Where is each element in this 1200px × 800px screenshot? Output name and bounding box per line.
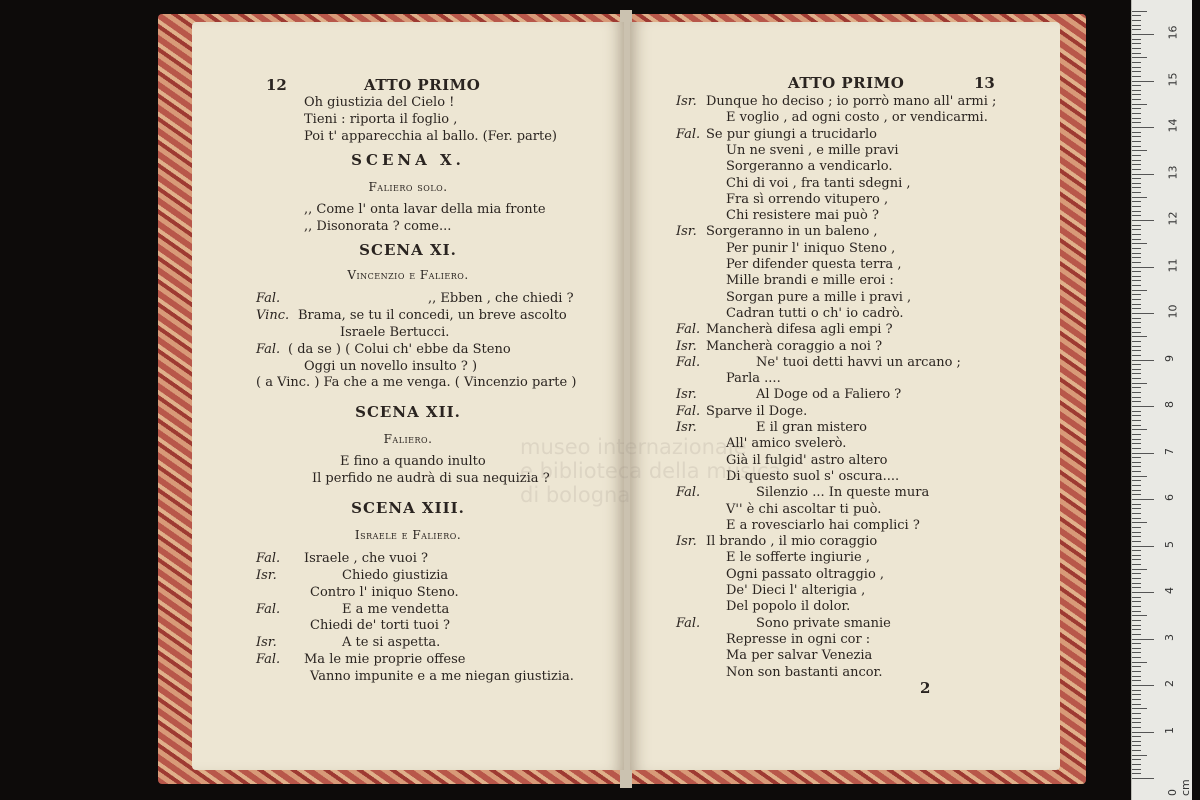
ruler-tick [1132,583,1141,584]
ruler-tick [1132,248,1141,249]
verse-line: Dunque ho deciso ; io porrò mano all' armi ; [706,94,997,109]
ruler-tick [1132,713,1141,714]
ruler-tick [1132,141,1141,142]
verse-line: Israele Bertucci. [340,325,450,340]
ruler-number: 8 [1163,401,1176,408]
ruler-tick [1132,336,1147,337]
ruler-number: 9 [1163,354,1176,362]
ruler-tick [1132,397,1141,398]
ruler-tick [1132,118,1141,119]
verse-line: Cadran tutti o ch' io cadrò. [726,306,904,321]
ruler-tick [1132,541,1141,542]
verse-line: ( da se ) ( Colui ch' ebbe da Steno [288,342,511,357]
ruler-tick [1132,94,1141,95]
ruler-tick [1132,62,1141,63]
ruler-tick [1132,29,1141,30]
ruler-tick [1132,471,1141,472]
ruler-number: 13 [1166,165,1180,179]
verse-line: Brama, se tu il concedi, un breve ascolto [298,308,567,323]
verse-line: Per punir l' iniquo Steno , [726,241,896,256]
ruler-tick [1132,615,1147,616]
ruler-tick [1132,243,1147,244]
speaker: Fal. [676,355,701,370]
ruler-tick [1132,304,1141,305]
ruler-number: 1 [1163,726,1176,734]
speaker: Fal. [256,551,281,566]
verse-line: A te si aspetta. [342,635,441,650]
verse-line: Tieni : riporta il foglio , [304,112,458,127]
ruler-tick [1132,601,1141,602]
speaker: Fal. [256,342,281,357]
verse-line: Chiedi de' torti tuoi ? [310,618,450,633]
ruler-tick [1132,527,1141,528]
ruler-tick [1132,769,1141,770]
verse-line: Per difender questa terra , [726,257,902,272]
ruler-tick [1132,662,1147,663]
speaker: Isr. [676,420,697,435]
speaker: Isr. [676,94,697,109]
ruler-tick [1132,234,1141,235]
ruler-tick [1132,201,1141,202]
ruler-tick [1132,57,1147,58]
ruler-tick [1132,11,1147,12]
watermark [520,435,781,507]
ruler-tick [1132,485,1141,486]
ruler-tick [1132,178,1141,179]
ruler-tick [1132,346,1141,347]
ruler-tick [1132,71,1141,72]
verse-line: Ogni passato oltraggio , [726,567,885,582]
left-page [192,22,624,770]
verse-line: Ma le mie proprie offese [304,652,466,667]
ruler-tick [1132,685,1154,686]
verse-line: Vanno impunite e a me niegan giustizia. [310,669,574,684]
ruler-tick [1132,280,1141,281]
ruler-tick [1132,652,1141,653]
verse-line: Chi di voi , fra tanti sdegni , [726,176,911,191]
ruler-tick [1132,211,1141,212]
ruler-tick [1132,392,1141,393]
signature-mark: 2 [920,679,931,697]
ruler-tick [1132,76,1141,77]
ruler-tick [1132,597,1141,598]
ruler-tick [1132,122,1141,123]
verse-line: E le sofferte ingiurie , [726,550,871,565]
ruler-number: 2 [1163,680,1176,687]
ruler-number: 0 cm [1166,779,1192,796]
ruler-tick [1132,267,1154,268]
ruler-number: 4 [1163,587,1176,594]
ruler-tick [1132,508,1141,509]
speaker: Isr. [676,339,697,354]
ruler-tick [1132,332,1141,333]
ruler-tick [1132,164,1141,165]
speaker: Fal. [256,291,281,306]
ruler-tick [1132,67,1141,68]
ruler-tick [1132,759,1141,760]
ruler-tick [1132,606,1141,607]
ruler-tick [1132,271,1141,272]
speaker: Isr. [676,534,697,549]
ruler-tick [1132,383,1147,384]
speaker: Fal. [256,652,281,667]
ruler-tick [1132,745,1141,746]
ruler-tick [1132,536,1141,537]
verse-line: Mancherà coraggio a noi ? [706,339,883,354]
ruler-tick [1132,722,1141,723]
ruler-tick [1132,587,1141,588]
ruler-tick [1132,643,1141,644]
verse-line: Il perfido ne audrà di sua nequizia ? [312,471,550,486]
ruler-tick [1132,573,1141,574]
ruler-tick [1132,504,1141,505]
ruler-tick [1132,694,1141,695]
ruler-tick [1132,592,1154,593]
ruler-tick [1132,680,1141,681]
ruler-number: 11 [1166,258,1180,272]
verse-line: Sono private smanie [756,616,891,631]
verse-line: Mancherà difesa agli empi ? [706,322,893,337]
verse-line: ,, Ebben , che chiedi ? [428,291,574,306]
ruler-tick [1132,229,1141,230]
ruler-tick [1132,99,1141,100]
ruler-tick [1132,676,1141,677]
ruler-tick [1132,34,1154,35]
ruler-tick [1132,406,1154,407]
ruler-tick [1132,634,1141,635]
verse-line: Se pur giungi a trucidarlo [706,127,878,142]
ruler-tick [1132,39,1141,40]
ruler-tick [1132,453,1154,454]
running-head: ATTO PRIMO [364,76,481,94]
verse-line: ,, Disonorata ? come... [304,219,452,234]
ruler-tick [1132,415,1141,416]
verse-line: Di questo suol s' oscura.... [726,469,900,484]
ruler-tick [1132,750,1141,751]
ruler-tick [1132,318,1141,319]
verse-line: Un ne sveni , e mille pravi [726,143,899,158]
ruler-tick [1132,90,1141,91]
ruler-tick [1132,532,1141,533]
ruler-tick [1132,611,1141,612]
ruler-tick [1132,155,1141,156]
verse-line: De' Dieci l' alterigia , [726,583,866,598]
watermark-line: e biblioteca della musica [520,459,782,483]
scene-heading: SCENA X. [351,151,465,169]
ruler-number: 3 [1163,633,1176,641]
ruler-tick [1132,578,1141,579]
ruler-tick [1132,550,1141,551]
verse-line: Sorgan pure a mille i pravi , [726,290,912,305]
ruler-tick [1132,546,1154,547]
verse-line: ( a Vinc. ) Fa che a me venga. ( Vincenzio parte ) [256,375,577,390]
ruler-tick [1132,671,1141,672]
verse-line: Sorgeranno in un baleno , [706,224,878,239]
ruler-tick [1132,499,1154,500]
ruler-tick [1132,104,1147,105]
ruler-tick [1132,411,1141,412]
verse-line: V'' è chi ascoltar ti può. [726,502,882,517]
verse-line: ,, Come l' onta lavar della mia fronte [304,202,546,217]
verse-line: Il brando , il mio coraggio [706,534,878,549]
ruler-tick [1132,513,1141,514]
ruler-number: 10 [1166,304,1180,319]
watermark-line: museo internazionale [520,435,747,459]
speaker: Fal. [676,616,701,631]
speaker: Fal. [676,127,701,142]
character-list: Vincenzio e Faliero. [347,268,469,282]
ruler-tick [1132,187,1141,188]
ruler-tick [1132,727,1141,728]
ruler-tick [1132,183,1141,184]
ruler-tick [1132,666,1141,667]
ruler-tick [1132,308,1141,309]
ruler-tick [1132,53,1141,54]
ruler-tick [1132,294,1141,295]
ruler-tick [1132,373,1141,374]
verse-line: Non son bastanti ancor. [726,665,883,680]
ruler-number: 12 [1166,211,1180,226]
verse-line: Già il fulgid' astro altero [726,453,888,468]
ruler-tick [1132,741,1141,742]
ruler-number: 16 [1166,25,1180,40]
ruler-tick [1132,559,1141,560]
ruler-tick [1132,699,1141,700]
ruler-tick [1132,25,1141,26]
ruler-tick [1132,364,1141,365]
ruler-tick [1132,43,1141,44]
ruler-tick [1132,48,1141,49]
ruler-tick [1132,197,1147,198]
ruler-tick [1132,299,1141,300]
verse-line: Contro l' iniquo Steno. [310,585,459,600]
ruler-tick [1132,648,1141,649]
ruler-tick [1132,764,1141,765]
measuring-ruler [1131,0,1192,800]
verse-line: Del popolo il dolor. [726,599,851,614]
verse-line: Silenzio ... In queste mura [756,485,930,500]
ruler-tick [1132,215,1141,216]
ruler-tick [1132,360,1154,361]
ruler-tick [1132,457,1141,458]
ruler-tick [1132,327,1141,328]
ruler-tick [1132,160,1141,161]
verse-line: E voglio , ad ogni costo , or vendicarmi. [726,110,988,125]
verse-line: Sorgeranno a vendicarlo. [726,159,893,174]
ruler-tick [1132,322,1141,323]
ruler-number: 7 [1163,447,1176,455]
ruler-tick [1132,136,1141,137]
ruler-tick [1132,704,1141,705]
character-list: Faliero solo. [368,180,448,194]
ruler-tick [1132,625,1141,626]
ruler-tick [1132,569,1147,570]
ruler-tick [1132,108,1141,109]
page-number: 12 [266,76,287,94]
ruler-tick [1132,476,1147,477]
ruler-tick [1132,778,1154,779]
speaker: Fal. [256,602,281,617]
ruler-tick [1132,387,1141,388]
character-list: Faliero. [383,432,433,446]
ruler-tick [1132,518,1141,519]
ruler-tick [1132,313,1154,314]
ruler-tick [1132,253,1141,254]
ruler-tick [1132,220,1154,221]
ruler-number: 15 [1166,72,1180,86]
verse-line: Poi t' apparecchia al ballo. (Fer. parte) [304,129,557,144]
verse-line: Al Doge od a Faliero ? [756,387,902,402]
verse-line: E il gran mistero [756,420,867,435]
ruler-tick [1132,262,1141,263]
ruler-tick [1132,773,1141,774]
ruler-tick [1132,736,1141,737]
speaker: Isr. [676,387,697,402]
ruler-tick [1132,192,1141,193]
ruler-tick [1132,657,1141,658]
ruler-tick [1132,708,1147,709]
ruler-tick [1132,169,1141,170]
ruler-tick [1132,480,1141,481]
verse-line: Oggi un novello insulto ? ) [304,359,478,374]
ruler-tick [1132,285,1141,286]
scene-heading: SCENA XII. [355,403,461,421]
verse-line: Oh giustizia del Cielo ! [304,95,455,110]
watermark-line: di bologna [520,483,631,507]
ruler-tick [1132,448,1141,449]
ruler-tick [1132,225,1141,226]
ruler-number: 6 [1163,494,1176,501]
ruler-tick [1132,113,1141,114]
ruler-tick [1132,81,1154,82]
ruler-tick [1132,639,1154,640]
ruler-tick [1132,239,1141,240]
ruler-tick [1132,401,1141,402]
ruler-tick [1132,434,1141,435]
ruler-tick [1132,369,1141,370]
ruler-tick [1132,150,1147,151]
ruler-tick [1132,494,1141,495]
ruler-tick [1132,755,1147,756]
ruler-tick [1132,629,1141,630]
ruler-number: 14 [1166,118,1180,133]
verse-line: E a rovesciarlo hai complici ? [726,518,920,533]
ruler-tick [1132,690,1141,691]
verse-line: E fino a quando inulto [340,454,486,469]
verse-line: Israele , che vuoi ? [304,551,428,566]
verse-line: Represse in ogni cor : [726,632,871,647]
verse-line: All' amico svelerò. [726,436,847,451]
ruler-tick [1132,443,1141,444]
ruler-tick [1132,466,1141,467]
ruler-tick [1132,420,1141,421]
verse-line: E a me vendetta [342,602,450,617]
verse-line: Chiedo giustizia [342,568,449,583]
scene-heading: SCENA XI. [359,241,457,259]
verse-line: Sparve il Doge. [706,404,808,419]
ruler-tick [1132,564,1141,565]
character-list: Israele e Faliero. [354,528,462,542]
verse-line: Ne' tuoi detti havvi un arcano ; [756,355,961,370]
ruler-tick [1132,257,1141,258]
speaker: Isr. [676,224,697,239]
ruler-tick [1132,522,1147,523]
ruler-tick [1132,290,1147,291]
ruler-number: 5 [1163,540,1176,548]
ruler-tick [1132,341,1141,342]
ruler-tick [1132,718,1141,719]
ruler-tick [1132,429,1147,430]
ruler-tick [1132,620,1141,621]
scene-heading: SCENA XIII. [351,499,465,517]
speaker: Fal. [676,322,701,337]
ruler-tick [1132,174,1154,175]
speaker: Vinc. [256,308,290,323]
ruler-tick [1132,20,1141,21]
ruler-tick [1132,85,1141,86]
speaker: Fal. [676,404,701,419]
ruler-tick [1132,555,1141,556]
ruler-tick [1132,462,1141,463]
ruler-tick [1132,355,1141,356]
right-page [630,22,1060,770]
speaker: Isr. [256,568,277,583]
ruler-tick [1132,490,1141,491]
ruler-tick [1132,378,1141,379]
speaker: Fal. [676,485,701,500]
speaker: Isr. [256,635,277,650]
verse-line: Ma per salvar Venezia [726,648,873,663]
ruler-tick [1132,127,1154,128]
ruler-tick [1132,276,1141,277]
ruler-tick [1132,350,1141,351]
ruler-tick [1132,146,1141,147]
ruler-tick [1132,206,1141,207]
ruler-tick [1132,425,1141,426]
ruler-tick [1132,732,1154,733]
ruler-tick [1132,15,1141,16]
ruler-tick [1132,439,1141,440]
page-number: 13 [974,74,995,92]
verse-line: Mille brandi e mille eroi : [726,273,894,288]
verse-line: Fra sì orrendo vitupero , [726,192,889,207]
verse-line: Parla .... [726,371,781,386]
running-head: ATTO PRIMO [788,74,905,92]
verse-line: Chi resistere mai può ? [726,208,879,223]
ruler-tick [1132,132,1141,133]
